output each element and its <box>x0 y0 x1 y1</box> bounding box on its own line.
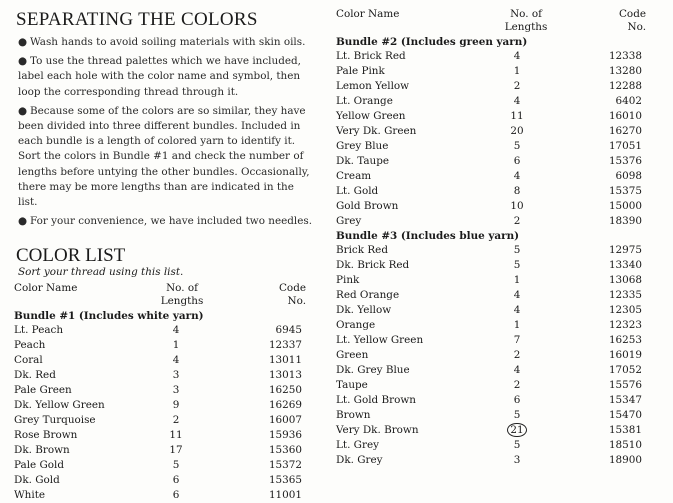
code-value: 13340 <box>608 259 642 271</box>
table-row <box>336 184 666 199</box>
color-name: White <box>14 489 46 502</box>
table-row <box>14 353 314 368</box>
code-value: 13068 <box>608 274 642 286</box>
lengths-value: 9 <box>172 399 180 412</box>
lengths-value: 6 <box>513 155 521 167</box>
lengths-value: 2 <box>513 80 521 92</box>
color-name: Brown <box>336 409 371 421</box>
lengths-value: 4 <box>172 324 180 337</box>
table-row <box>14 488 314 503</box>
lengths-value: 2 <box>513 349 521 361</box>
lengths-value: 5 <box>513 259 521 271</box>
table-row <box>336 124 666 139</box>
table-row <box>336 288 666 303</box>
lengths-value: 17 <box>169 444 183 457</box>
color-name: Red Orange <box>336 289 400 301</box>
lengths-value: 11 <box>510 110 524 122</box>
code-value: 17052 <box>608 364 642 376</box>
lengths-value: 1 <box>513 319 521 331</box>
color-name: Dk. Grey <box>336 454 383 466</box>
lengths-value: 4 <box>172 354 180 367</box>
code-value: 15365 <box>268 474 302 487</box>
table-row <box>336 79 666 94</box>
color-name: Taupe <box>336 379 368 391</box>
code-value: 15375 <box>608 185 642 197</box>
table-row <box>14 458 314 473</box>
table-row <box>336 64 666 79</box>
header-lengths: No. of Lengths <box>504 8 548 33</box>
code-value: 13011 <box>268 354 302 367</box>
header-code: Code No. <box>618 8 646 33</box>
table-row <box>336 258 666 273</box>
lengths-value <box>502 423 532 438</box>
code-value: 15000 <box>608 200 642 212</box>
color-name: Pale Pink <box>336 65 385 77</box>
table-row <box>336 49 666 64</box>
color-name: Rose Brown <box>14 429 78 442</box>
lengths-value: 7 <box>513 334 521 346</box>
table-row <box>336 273 666 288</box>
color-name: Cream <box>336 170 372 182</box>
code-value: 12288 <box>608 80 642 92</box>
table-row <box>336 199 666 214</box>
table-row <box>14 428 314 443</box>
color-name: Lt. Grey <box>336 439 379 451</box>
lengths-value: 3 <box>172 369 180 382</box>
lengths-value: 20 <box>510 125 524 137</box>
code-value: 12975 <box>608 244 642 256</box>
lengths-value: 3 <box>513 454 521 466</box>
lengths-value: 2 <box>513 379 521 391</box>
table-row <box>14 323 314 338</box>
table-row <box>14 338 314 353</box>
table-row <box>336 453 666 468</box>
paragraph: ● To use the thread palettes which we have included, label each hole with the color name and symbol, then loop the corresponding thread through it. <box>18 55 301 98</box>
lengths-value: 4 <box>513 170 521 182</box>
table-row <box>336 154 666 169</box>
table-row <box>336 423 666 438</box>
lengths-value: 6 <box>172 474 180 487</box>
code-value: 15347 <box>608 394 642 406</box>
left-column <box>14 8 314 503</box>
code-value: 16270 <box>608 125 642 137</box>
color-name: Dk. Taupe <box>336 155 390 167</box>
code-value: 15936 <box>268 429 302 442</box>
color-name: Pale Green <box>14 384 72 397</box>
lengths-value: 3 <box>172 384 180 397</box>
paragraph: ● Wash hands to avoid soiling materials with skin oils. <box>18 36 306 48</box>
code-value: 6098 <box>615 170 642 182</box>
code-value: 13013 <box>268 369 302 382</box>
lengths-value: 4 <box>513 95 521 107</box>
color-name: Dk. Red <box>14 369 56 382</box>
code-value: 12305 <box>608 304 642 316</box>
color-name: Lt. Gold <box>336 185 379 197</box>
table-row <box>336 94 666 109</box>
code-value: 12338 <box>608 50 642 62</box>
color-name: Dk. Brick Red <box>336 259 410 271</box>
lengths-value: 1 <box>172 339 180 352</box>
code-value: 16007 <box>268 414 302 427</box>
lengths-value: 5 <box>513 140 521 152</box>
code-value: 16253 <box>608 334 642 346</box>
table-row <box>14 443 314 458</box>
color-name: Grey Turquoise <box>14 414 96 427</box>
header-code: Code No. <box>278 282 306 307</box>
lengths-value: 4 <box>513 304 521 316</box>
code-value: 17051 <box>608 140 642 152</box>
code-value: 16269 <box>268 399 302 412</box>
lengths-value: 5 <box>172 459 180 472</box>
color-name: Green <box>336 349 369 361</box>
lengths-value: 6 <box>513 394 521 406</box>
color-name: Yellow Green <box>336 110 406 122</box>
table-row <box>336 393 666 408</box>
color-name: Lt. Peach <box>14 324 64 337</box>
bundle-2-label: Bundle #2 (Includes green yarn) <box>336 36 528 48</box>
color-list-subtitle: Sort your thread using this list. <box>18 266 184 279</box>
code-value: 15372 <box>268 459 302 472</box>
color-name: Peach <box>14 339 46 352</box>
color-name: Grey <box>336 215 362 227</box>
code-value: 18390 <box>608 215 642 227</box>
color-name: Pink <box>336 274 360 286</box>
lengths-value: 11 <box>169 429 183 442</box>
table-row <box>336 318 666 333</box>
code-value: 16010 <box>608 110 642 122</box>
header-color: Color Name <box>14 282 78 295</box>
color-name: Lt. Yellow Green <box>336 334 424 346</box>
table-row <box>14 413 314 428</box>
bundle-3-label: Bundle #3 (Includes blue yarn) <box>336 230 520 242</box>
circled-value: 21 <box>507 423 526 437</box>
header-color: Color Name <box>336 8 400 20</box>
color-name: Orange <box>336 319 376 331</box>
code-value: 6402 <box>615 95 642 107</box>
table-row <box>336 214 666 229</box>
lengths-value: 5 <box>513 439 521 451</box>
table-row <box>336 378 666 393</box>
code-value: 12323 <box>608 319 642 331</box>
color-name: Lemon Yellow <box>336 80 410 92</box>
lengths-value: 5 <box>513 244 521 256</box>
table-row <box>14 368 314 383</box>
table-row <box>336 303 666 318</box>
code-value: 18900 <box>608 454 642 466</box>
table-row <box>336 333 666 348</box>
bundle-3-rows <box>336 243 666 468</box>
paragraph: ● For your convenience, we have included two needles. <box>18 215 313 228</box>
code-value: 12337 <box>268 339 302 352</box>
paragraph: ● Because some of the colors are so similar, they have been divided into three different bundles. Included in each bundle is a length of colored yarn to identify it. Sort the colors in Bundle #1 and check the number of lengths before untying the other bundles. Occasionally, there may be more lengths than are indicated in the list. <box>18 104 310 209</box>
right-column <box>336 8 666 468</box>
code-value: 13280 <box>608 65 642 77</box>
table-row <box>336 438 666 453</box>
code-value: 6945 <box>275 324 302 337</box>
lengths-value: 1 <box>513 274 521 286</box>
code-value: 12335 <box>608 289 642 301</box>
color-name: Dk. Yellow Green <box>14 399 105 412</box>
table-row <box>14 383 314 398</box>
table-row <box>14 473 314 488</box>
header-lengths: No. of Lengths <box>160 282 204 307</box>
lengths-value: 4 <box>513 289 521 301</box>
lengths-value: 6 <box>172 489 180 502</box>
color-name: Lt. Orange <box>336 95 393 107</box>
bundle-2-rows <box>336 49 666 229</box>
table-header <box>14 282 314 309</box>
table-row <box>336 243 666 258</box>
lengths-value: 10 <box>510 200 524 212</box>
bundle-1-rows <box>14 323 314 503</box>
code-value: 11001 <box>268 489 302 502</box>
color-name: Pale Gold <box>14 459 65 472</box>
color-name: Brick Red <box>336 244 388 256</box>
lengths-value: 5 <box>513 409 521 421</box>
code-value: 18510 <box>608 439 642 451</box>
table-row <box>336 363 666 378</box>
color-name: Very Dk. Brown <box>336 424 419 436</box>
lengths-value: 4 <box>513 50 521 62</box>
color-name: Dk. Yellow <box>336 304 392 316</box>
lengths-value: 4 <box>513 364 521 376</box>
table-row <box>14 398 314 413</box>
table-row <box>336 109 666 124</box>
code-value: 15376 <box>608 155 642 167</box>
color-name: Dk. Brown <box>14 444 70 457</box>
color-list-title: COLOR LIST <box>16 245 126 267</box>
code-value: 16019 <box>608 349 642 361</box>
color-name: Grey Blue <box>336 140 389 152</box>
table-row <box>336 169 666 184</box>
table-row <box>336 348 666 363</box>
code-value: 15470 <box>608 409 642 421</box>
bundle-1-label: Bundle #1 (Includes white yarn) <box>14 310 204 323</box>
lengths-value: 8 <box>513 185 521 197</box>
lengths-value: 2 <box>513 215 521 227</box>
color-name: Very Dk. Green <box>336 125 417 137</box>
color-name: Gold Brown <box>336 200 399 212</box>
lengths-value: 1 <box>513 65 521 77</box>
code-value: 15576 <box>608 379 642 391</box>
color-name: Dk. Grey Blue <box>336 364 410 376</box>
table-row <box>336 408 666 423</box>
color-name: Lt. Brick Red <box>336 50 406 62</box>
lengths-value: 2 <box>172 414 180 427</box>
color-name: Coral <box>14 354 43 367</box>
code-value: 15381 <box>608 424 642 436</box>
table-header <box>336 8 666 35</box>
color-name: Lt. Gold Brown <box>336 394 416 406</box>
code-value: 15360 <box>268 444 302 457</box>
table-row <box>336 139 666 154</box>
color-name: Dk. Gold <box>14 474 60 487</box>
code-value: 16250 <box>268 384 302 397</box>
separating-title: SEPARATING THE COLORS <box>16 9 258 30</box>
